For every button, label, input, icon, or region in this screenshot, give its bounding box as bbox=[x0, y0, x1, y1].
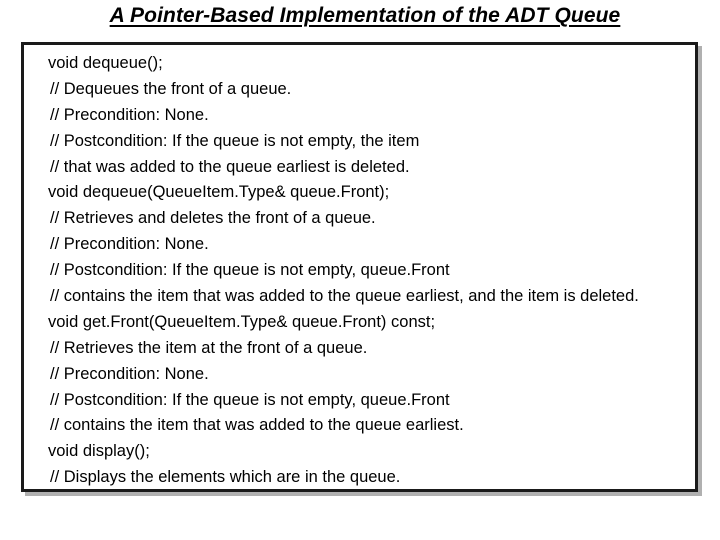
declaration-line: void dequeue(QueueItem.Type& queue.Front); bbox=[48, 183, 390, 202]
comment-line: // Displays the elements which are in the queue. bbox=[50, 468, 401, 487]
slide-title: A Pointer-Based Implementation of the ADT Queue bbox=[109, 4, 621, 27]
comment-line: // that was added to the queue earliest is deleted. bbox=[50, 157, 410, 176]
comment-line: // contains the item that was added to the queue earliest, and the item is deleted. bbox=[50, 287, 639, 306]
comment-line: // Precondition: None. bbox=[50, 235, 209, 254]
comment-line: // Precondition: None. bbox=[50, 364, 209, 383]
comment-line: // Postcondition: If the queue is not empty, queue.Front bbox=[50, 390, 450, 409]
comment-line: // Postcondition: If the queue is not empty, the item bbox=[50, 131, 420, 150]
comment-line: // Retrieves and deletes the front of a queue. bbox=[50, 209, 376, 228]
comment-line: // Retrieves the item at the front of a queue. bbox=[50, 338, 368, 357]
declaration-line: void display(); bbox=[48, 442, 150, 461]
comment-line: // Dequeues the front of a queue. bbox=[50, 79, 292, 98]
declaration-line: void get.Front(QueueItem.Type& queue.Front) const; bbox=[48, 312, 436, 331]
declaration-line: void dequeue(); bbox=[48, 54, 163, 72]
code-listing bbox=[48, 51, 639, 491]
comment-line: // Postcondition: If the queue is not empty, queue.Front bbox=[50, 261, 450, 280]
comment-line: // Precondition: None. bbox=[50, 105, 209, 124]
comment-line: // contains the item that was added to the queue earliest. bbox=[50, 416, 464, 435]
